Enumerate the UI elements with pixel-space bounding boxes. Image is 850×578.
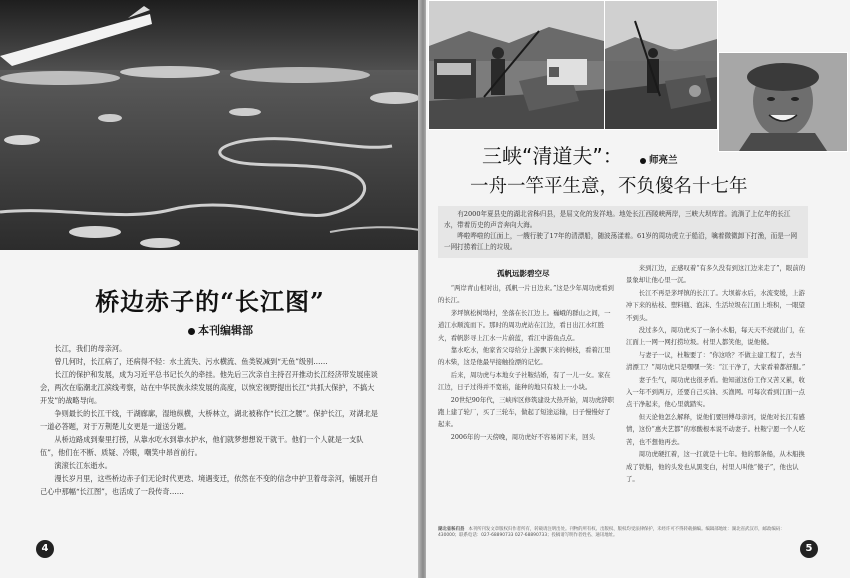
page-number-right: 5 [800,540,818,558]
body-paragraph: 从桥边路成到秦里打捞，从靠水吃水到靠水护水，他们就梦想想说干就干。他们一个人就是一支队伍”，他们在不断、质疑、冷眼，嘲笑中昂首前行。 [40,435,364,457]
lead-box [438,206,808,258]
column-paragraph: 周功虎硬扛着，这一扛就是十七年。他的那条船，从木船换成了铁船，他的头发也从黑变白，村里人叫他“傻子”，他也认了。 [626,450,805,483]
body-paragraph: 长江，我们的母亲河。 [54,344,127,353]
left-page [0,0,420,578]
lead-paragraph: 哗啦哗啦的江面上，一艘行驶了17年的清漂船，随波荡漾着。61岁的周功虎立于船沿，噙着微微卸下打渔，而是一网一网打捞着江上的垃圾。 [444,232,798,251]
lead-paragraph: 有2000年夏县史的湖北省秭归县，是屈文化的发祥地。地处长江西陵峡两岸，三峡大坝库首。流淌了上亿年的长江水，带着历史的声音奔向大海。 [444,210,791,229]
author-byline [640,152,678,166]
article-body [40,342,380,498]
page-footer [438,527,798,540]
body-paragraph: 漫长岁月里，这些桥边赤子们无论时代更迭、境遇变迁，依然在不变的信念中护卫着母亲河，铺展开自己心中那幅“长江图”，也活成了一段传奇…… [40,474,378,496]
article-title-right: 三峡“清道夫”： [482,144,623,168]
column-paragraph: 2006年的一天傍晚，周功虎好不容易闲下来，回头 [450,432,595,441]
body-paragraph: 长江的保护和发展，成为习近平总书记长久的牵挂。他先后三次亲自主持召开推动长江经济带发展座谈会，两次在临潮北江滨线考察，站在中华民族永续发展的高度，以恢宏视野提出长江“共抓大保护，不搞大开发”的战略导向。 [40,370,378,405]
article-title: 桥边赤子的“长江图” [95,287,325,316]
body-paragraph: 争则最长的长江干线，干湖廊廓，湿地纵横，大桥林立，湖北被称作“长江之腰”。保护长江，对湖北是一道必答题，对于万荆楚儿女更是一道送分题。 [40,409,378,431]
article-subtitle: 一舟一竿平生意，不负傻名十七年 [470,176,748,197]
footer-copy: 本刊所刊发文章版权归作者所有，转载请注明出处。刊物的所有权、出版权、版权均受法律保护，未经许可不得转载摘编。编辑部地址：湖北省武汉市，邮政编码：430000；联系电话：027-68890733 027-68890733；投稿请写明作者姓名、通讯地址。 [438,527,785,539]
column-paragraph: 但天论他怎么解释，说他们要回傅母亲河，说他对长江有感情，这份“惠夫艺都”的寒酸根本说不动妻子。杜鞍宁愿一个人吃苦，也不想他再去。 [626,412,806,446]
body-paragraph: 曾几何时，长江病了，还病得不轻：水土流失、污水横流、鱼类锐减到“无鱼”级别…… [54,357,328,366]
column-paragraph: 与妻子一议，杜鞍要了：“你这啥？不做主建工程了，去当清漂工？”周功虎只是嘿嘿一笑：“江干净了，大家看着都舒服。” [626,350,806,372]
footer-label: 湖北省秭归县 [438,527,465,532]
column-paragraph: 20世纪90年代，三峡库区修筑建设大热开始，周功虎辞职跑上建了轮厂，买了三轮车，做起了短途运输，日子慢慢好了起来。 [438,395,615,429]
page-number-left: 4 [36,540,54,558]
column-paragraph: 来到江边，正感叹着“有多久没有到这江边来走了”，眼前的景象却让他心里一沉。 [626,264,806,285]
column-paragraph: 没过多久，周功虎买了一条小木船，每天天不亮就出门，在江面上一网一网打捞垃圾。村里人都笑他，说他傻。 [626,326,805,347]
column-paragraph: 靠水吃水，他家省父母给分上游飘下来的树枝，看着江里的木柴，这是他最早接触捡漂的记忆。 [438,346,611,367]
author-name: 师亮兰 [649,155,678,166]
section-heading: 孤帆远影碧空尽 [497,269,550,278]
bullet-icon [640,158,646,164]
column-paragraph: 茅坪镇松树坳村，坐落在长江边上。巍峨的群山之间，一道江水顺流而下。那时的周功虎站在江边，看日出江水红胜火，看帆影寻上江水一片蔚蓝，看江中游鱼点点。 [438,308,611,342]
text-column-right [626,262,808,485]
boat-worker-photo [428,0,605,130]
column-paragraph: 妻子生气，周功虎也很矛盾。他知道这份工作又苦又累，收入一年不到两万，还要自己买油、买渔网。可每次看到江面一点点干净起来，他心里就踏实。 [626,375,805,409]
article-byline [188,322,253,338]
column-paragraph: 后来，周功虎与本地女子社鞍结婚，有了一儿一女。家在江边，日子过得并不宽裕，能种的地只有坡上一小块。 [438,370,611,392]
text-column-left [438,282,616,443]
aerial-river-photo [0,0,420,250]
bullet-icon [188,328,195,335]
debris-collection-photo [604,0,718,130]
portrait-photo [718,52,848,152]
column-paragraph: “两岸青山相对出，孤帆一片日边来。”这是少年周功虎看到的长江。 [438,284,614,305]
body-paragraph: 演滚长江东逝水。 [54,461,112,470]
column-paragraph: 长江不再是茅坪镇的长江了。大坝蓄水后，水流变缓，上游冲下来的枯枝、塑料瓶、泡沫、生活垃圾在江面上堆积，一眼望不到头。 [626,288,805,322]
byline-text: 本刊编辑部 [198,324,253,337]
